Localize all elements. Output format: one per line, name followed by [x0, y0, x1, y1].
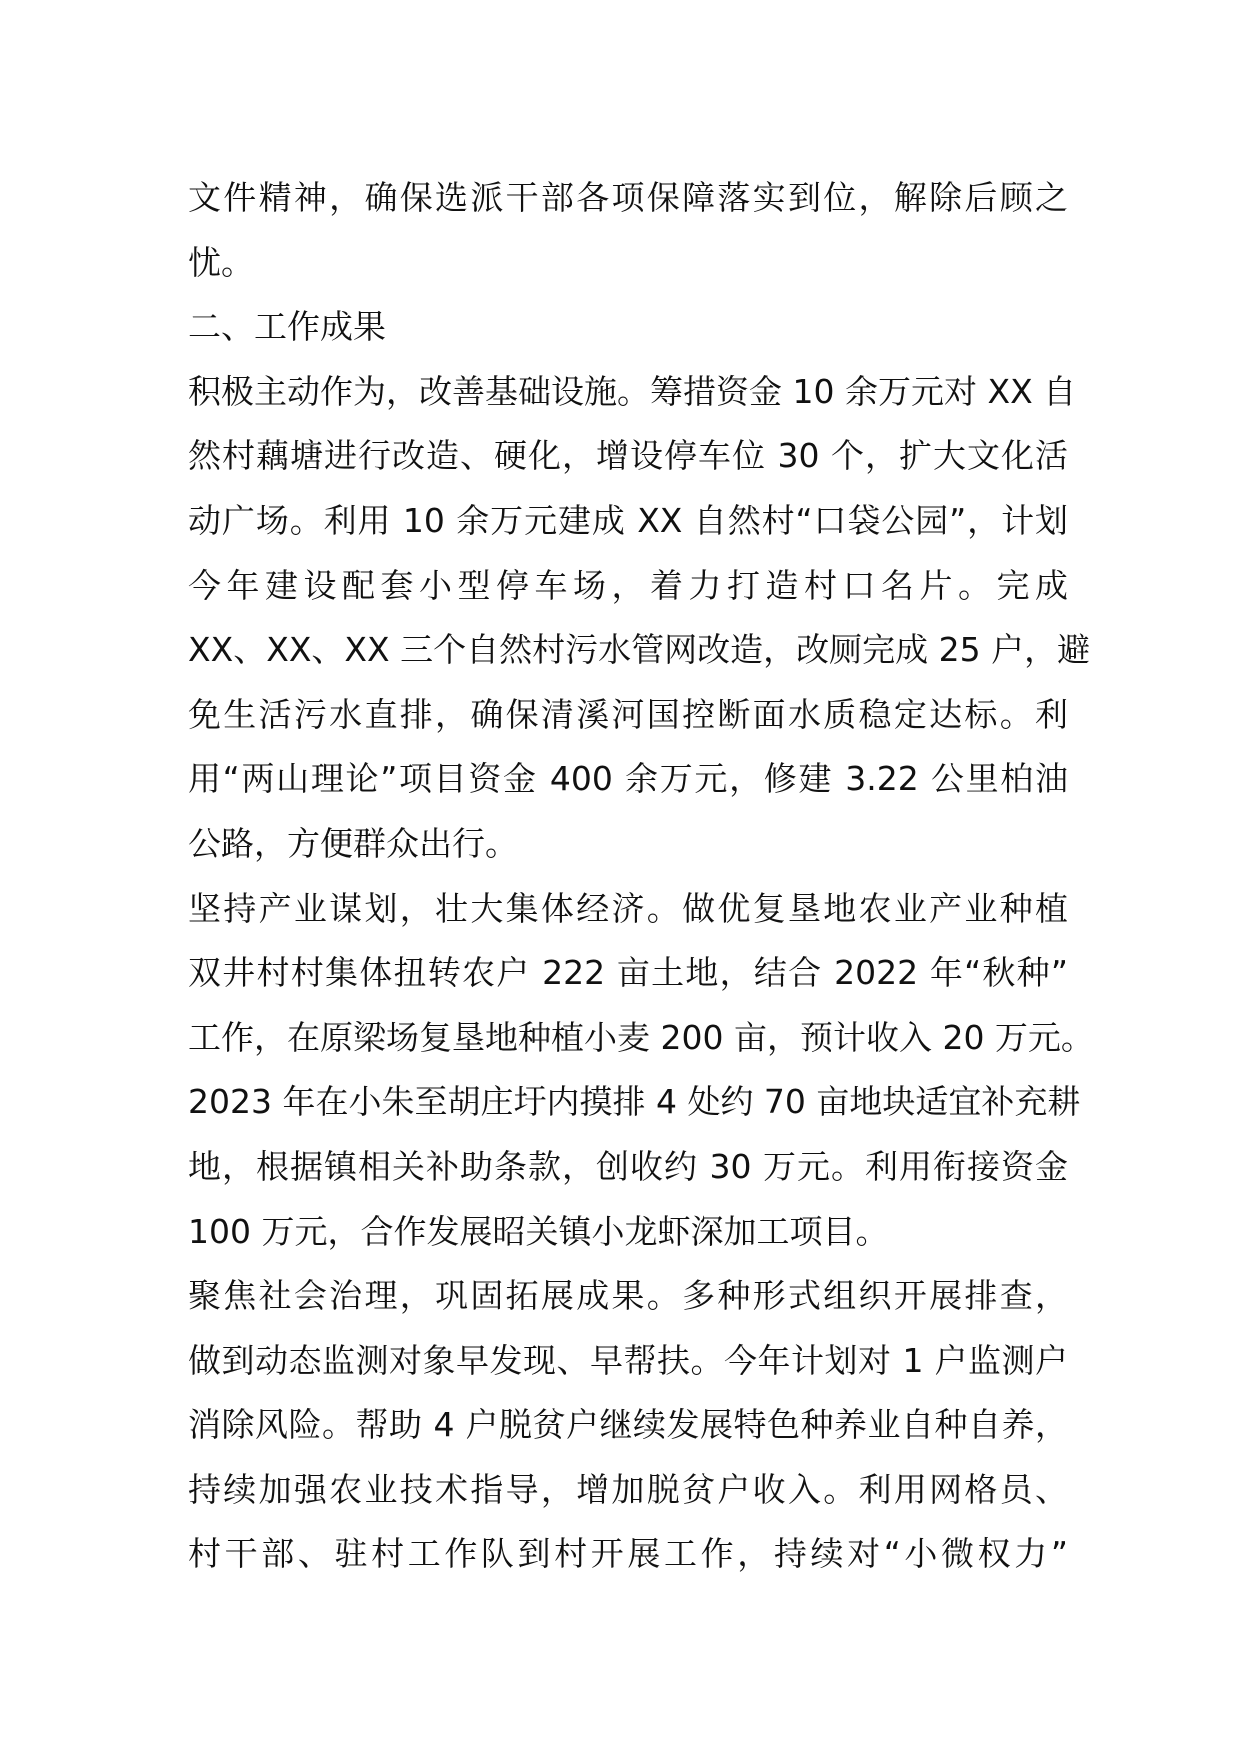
text-line: 动广场。利用 10 余万元建成 XX 自然村“口袋公园”，计划	[188, 500, 1068, 540]
text-line: 忧。	[188, 242, 254, 282]
text-line: 今年建设配套小型停车场，着力打造村口名片。完成	[188, 565, 1068, 605]
text-line: 地，根据镇相关补助条款，创收约 30 万元。利用衔接资金	[188, 1146, 1068, 1186]
text-line: 积极主动作为，改善基础设施。筹措资金 10 余万元对 XX 自	[188, 371, 1077, 411]
text-line: 聚焦社会治理，巩固拓展成果。多种形式组织开展排查，	[188, 1276, 1068, 1316]
document-body	[188, 166, 1094, 1587]
text-line: 双井村村集体扭转农户 222 亩土地，结合 2022 年“秋种”	[188, 953, 1068, 993]
text-line: 工作，在原梁场复垦地种植小麦 200 亩，预计收入 20 万元。	[188, 1017, 1094, 1057]
text-line: 用“两山理论”项目资金 400 余万元，修建 3.22 公里柏油	[188, 759, 1068, 799]
text-line: 消除风险。帮助 4 户脱贫户继续发展特色种养业自种自养，	[188, 1405, 1068, 1445]
text-line: 100 万元，合作发展昭关镇小龙虾深加工项目。	[188, 1211, 889, 1251]
text-line: 公路，方便群众出行。	[188, 823, 518, 863]
text-line: XX、XX、XX 三个自然村污水管网改造，改厕完成 25 户，避	[188, 630, 1091, 670]
text-line: 2023 年在小朱至胡庄圩内摸排 4 处约 70 亩地块适宜补充耕	[188, 1082, 1081, 1122]
text-line: 坚持产业谋划，壮大集体经济。做优复垦地农业产业种植	[188, 888, 1068, 928]
section-heading: 二、工作成果	[188, 307, 386, 347]
text-line: 文件精神，确保选派干部各项保障落实到位，解除后顾之	[188, 178, 1068, 217]
text-line: 持续加强农业技术指导，增加脱贫户收入。利用网格员、	[188, 1469, 1068, 1509]
text-line: 然村藕塘进行改造、硬化，增设停车位 30 个，扩大文化活	[188, 436, 1068, 476]
text-line: 做到动态监测对象早发现、早帮扶。今年计划对 1 户监测户	[188, 1340, 1068, 1380]
text-line: 村干部、驻村工作队到村开展工作，持续对“小微权力”	[188, 1534, 1068, 1574]
text-line: 免生活污水直排，确保清溪河国控断面水质稳定达标。利	[188, 694, 1068, 734]
